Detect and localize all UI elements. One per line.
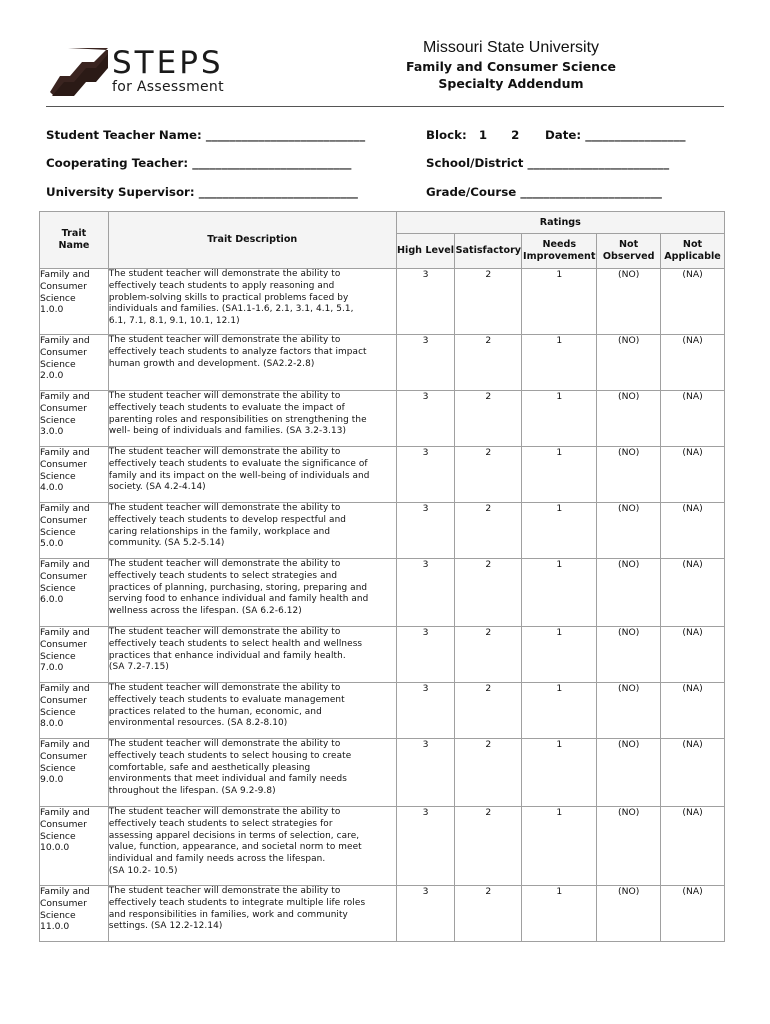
trait-description-line: effectively teach students to apply reasoning and [108, 280, 335, 291]
satisfactory-header: Satisfactory [455, 234, 522, 269]
block-option-1[interactable]: 1 [478, 128, 488, 142]
trait-name-line: Science [40, 292, 76, 304]
trait-description-line: parenting roles and responsibilities on strengthening the [108, 414, 367, 425]
cooperating-teacher-field[interactable]: Cooperating Teacher: ___________________________ [46, 156, 352, 170]
trait-name-line: 7.0.0 [40, 662, 64, 674]
trait-description-cell [108, 627, 396, 683]
rating-high-level[interactable]: 3 [396, 391, 455, 447]
trait-row [40, 807, 725, 886]
logo-word: STEPS [112, 45, 224, 81]
rating-not-applicable[interactable]: (NA) [661, 683, 725, 739]
trait-row [40, 391, 725, 447]
trait-name-line: 6.0.0 [40, 594, 64, 606]
rating-needs-improvement[interactable]: 1 [522, 335, 597, 391]
rating-not-applicable[interactable]: (NA) [661, 807, 725, 886]
trait-description-line: 6.1, 7.1, 8.1, 9.1, 10.1, 12.1) [108, 316, 240, 327]
trait-name-line: 1.0.0 [40, 304, 64, 316]
trait-description-line: The student teacher will demonstrate the ability to [108, 391, 341, 401]
trait-name-cell [40, 559, 109, 627]
trait-description-cell [108, 503, 396, 559]
rating-not-applicable[interactable]: (NA) [661, 559, 725, 627]
trait-description-line: The student teacher will demonstrate the ability to [108, 503, 341, 513]
rating-not-observed[interactable]: (NO) [597, 447, 661, 503]
trait-name-line: Science [40, 358, 76, 370]
document-heading [380, 38, 642, 92]
subtitle-line-2: Specialty Addendum [438, 76, 584, 91]
rating-needs-improvement[interactable]: 1 [522, 391, 597, 447]
trait-description-line: (SA 10.2- 10.5) [108, 865, 178, 876]
block-label: Block: [426, 128, 467, 142]
trait-name-line: Family and [40, 503, 90, 514]
university-name: Missouri State University [422, 39, 600, 56]
trait-description-line: individuals and families. (SA1.1-1.6, 2.1, 3.1, 4.1, 5.1, [108, 304, 354, 315]
block-field[interactable] [426, 128, 519, 142]
trait-name-line: Family and [40, 447, 90, 458]
steps-logo [50, 46, 230, 100]
trait-description-line: The student teacher will demonstrate the ability to [108, 807, 341, 817]
trait-description-line: The student teacher will demonstrate the ability to [108, 447, 341, 457]
trait-description-line: caring relationships in the family, workplace and [108, 526, 331, 537]
rating-needs-improvement[interactable]: 1 [522, 683, 597, 739]
trait-name-line: Consumer [40, 897, 87, 909]
rating-needs-improvement[interactable]: 1 [522, 503, 597, 559]
trait-name-line: Consumer [40, 570, 87, 582]
trait-name-cell [40, 886, 109, 942]
trait-name-line: Science [40, 414, 76, 426]
trait-row [40, 683, 725, 739]
trait-row [40, 335, 725, 391]
rating-not-observed[interactable]: (NO) [597, 391, 661, 447]
rating-not-observed[interactable]: (NO) [597, 683, 661, 739]
not-applicable-header: Not Applicable [661, 234, 725, 269]
trait-description-line: individual and family needs across the lifespan. [108, 854, 326, 865]
high-level-header: High Level [396, 234, 455, 269]
trait-name-cell [40, 503, 109, 559]
rating-not-applicable[interactable]: (NA) [661, 739, 725, 807]
block-option-2[interactable]: 2 [511, 128, 520, 142]
trait-description-line: effectively teach students to develop respectful and [108, 514, 347, 525]
trait-description-cell [108, 683, 396, 739]
not-observed-header: Not Observed [597, 234, 661, 269]
rating-satisfactory[interactable]: 2 [455, 683, 522, 739]
rating-not-applicable[interactable]: (NA) [661, 627, 725, 683]
trait-description-line: settings. (SA 12.2-12.14) [108, 921, 223, 932]
trait-description-line: value, function, appearance, and societal norm to meet [108, 842, 362, 853]
rating-satisfactory[interactable]: 2 [455, 503, 522, 559]
rating-satisfactory[interactable]: 2 [455, 739, 522, 807]
trait-row [40, 739, 725, 807]
trait-name-line: Science [40, 830, 76, 842]
trait-row [40, 269, 725, 335]
trait-description-line: comfortable, safe and aesthetically pleasing [108, 762, 311, 773]
trait-row [40, 627, 725, 683]
rating-not-applicable[interactable]: (NA) [661, 335, 725, 391]
trait-description-line: assessing apparel decisions in terms of selection, care, [108, 830, 360, 841]
rating-needs-improvement[interactable]: 1 [522, 559, 597, 627]
rating-satisfactory[interactable]: 2 [455, 559, 522, 627]
trait-name-line: Consumer [40, 458, 87, 470]
date-field[interactable]: Date: _________________ [545, 128, 686, 142]
trait-name-line: Science [40, 706, 76, 718]
trait-name-cell [40, 627, 109, 683]
trait-name-line: Science [40, 470, 76, 482]
rating-needs-improvement[interactable]: 1 [522, 886, 597, 942]
trait-description-line: and responsibilities in families, work and community [108, 909, 348, 920]
trait-name-line: 5.0.0 [40, 538, 64, 550]
rating-not-observed[interactable]: (NO) [597, 335, 661, 391]
rating-not-observed[interactable]: (NO) [597, 269, 661, 335]
trait-description-cell [108, 269, 396, 335]
trait-name-header: Trait Name [40, 212, 109, 269]
trait-description-line: problem-solving skills to practical problems faced by [108, 292, 349, 303]
trait-name-line: Consumer [40, 818, 87, 830]
rating-satisfactory[interactable]: 2 [455, 391, 522, 447]
trait-name-line: Family and [40, 335, 90, 346]
rating-satisfactory[interactable]: 2 [455, 807, 522, 886]
traits-table [39, 211, 725, 942]
trait-row [40, 886, 725, 942]
rating-needs-improvement[interactable]: 1 [522, 739, 597, 807]
trait-description-cell [108, 559, 396, 627]
trait-name-line: Science [40, 582, 76, 594]
trait-name-line: Family and [40, 739, 90, 750]
logo-subtitle: for Assessment [112, 79, 224, 95]
trait-name-line: Consumer [40, 346, 87, 358]
rating-not-observed[interactable]: (NO) [597, 627, 661, 683]
rating-high-level[interactable]: 3 [396, 559, 455, 627]
trait-description-line: practices that enhance individual and family health. [108, 650, 346, 661]
trait-description-cell [108, 807, 396, 886]
trait-description-header: Trait Description [108, 212, 396, 269]
trait-row [40, 503, 725, 559]
rating-needs-improvement[interactable]: 1 [522, 807, 597, 886]
trait-description-line: effectively teach students to select housing to create [108, 750, 352, 761]
rating-not-observed[interactable]: (NO) [597, 807, 661, 886]
rating-high-level[interactable]: 3 [396, 269, 455, 335]
trait-name-line: 9.0.0 [40, 774, 64, 786]
trait-name-cell [40, 447, 109, 503]
trait-description-line: effectively teach students to select strategies and [108, 570, 338, 581]
trait-name-line: Consumer [40, 514, 87, 526]
trait-name-line: 2.0.0 [40, 370, 64, 382]
trait-name-line: Consumer [40, 280, 87, 292]
rating-satisfactory[interactable]: 2 [455, 269, 522, 335]
rating-satisfactory[interactable]: 2 [455, 886, 522, 942]
trait-description-line: practices of planning, purchasing, storing, preparing and [108, 582, 368, 593]
rating-not-applicable[interactable]: (NA) [661, 391, 725, 447]
rating-needs-improvement[interactable]: 1 [522, 269, 597, 335]
trait-name-line: 8.0.0 [40, 718, 64, 730]
rating-high-level[interactable]: 3 [396, 447, 455, 503]
subtitle-line-1: Family and Consumer Science [406, 59, 616, 74]
trait-name-line: Family and [40, 559, 90, 570]
trait-description-line: effectively teach students to select health and wellness [108, 638, 363, 649]
trait-description-line: wellness across the lifespan. (SA 6.2-6.12) [108, 606, 302, 617]
trait-description-line: The student teacher will demonstrate the ability to [108, 886, 341, 896]
trait-name-line: Family and [40, 683, 90, 694]
trait-name-line: 3.0.0 [40, 426, 64, 438]
trait-description-line: throughout the lifespan. (SA 9.2-9.8) [108, 786, 276, 797]
trait-name-cell [40, 391, 109, 447]
trait-description-cell [108, 886, 396, 942]
rating-not-observed[interactable]: (NO) [597, 503, 661, 559]
trait-description-cell [108, 391, 396, 447]
header-divider [46, 106, 724, 107]
university-supervisor-field[interactable]: University Supervisor: ___________________________ [46, 185, 358, 199]
trait-name-line: Science [40, 650, 76, 662]
trait-description-line: effectively teach students to evaluate the impact of [108, 402, 345, 413]
trait-description-line: effectively teach students to integrate multiple life roles [108, 897, 366, 908]
rating-high-level[interactable]: 3 [396, 503, 455, 559]
steps-logo-icon [50, 48, 110, 98]
trait-name-line: 10.0.0 [40, 842, 70, 854]
trait-name-line: Family and [40, 391, 90, 402]
trait-description-line: The student teacher will demonstrate the ability to [108, 335, 341, 345]
trait-name-cell [40, 269, 109, 335]
rating-high-level[interactable]: 3 [396, 683, 455, 739]
trait-description-line: The student teacher will demonstrate the ability to [108, 559, 341, 569]
trait-description-line: The student teacher will demonstrate the ability to [108, 627, 341, 637]
rating-needs-improvement[interactable]: 1 [522, 627, 597, 683]
trait-description-line: practices related to the human, economic, and [108, 706, 322, 717]
trait-description-line: environments that meet individual and family needs [108, 774, 347, 785]
trait-name-line: Family and [40, 269, 90, 280]
trait-description-cell [108, 739, 396, 807]
trait-name-line: Science [40, 909, 76, 921]
trait-name-cell [40, 807, 109, 886]
trait-description-line: effectively teach students to select strategies for [108, 818, 333, 829]
rating-high-level[interactable]: 3 [396, 627, 455, 683]
rating-satisfactory[interactable]: 2 [455, 335, 522, 391]
trait-name-line: Consumer [40, 694, 87, 706]
trait-name-cell [40, 335, 109, 391]
trait-description-line: effectively teach students to evaluate the significance of [108, 458, 368, 469]
trait-row [40, 559, 725, 627]
rating-not-observed[interactable]: (NO) [597, 559, 661, 627]
rating-satisfactory[interactable]: 2 [455, 447, 522, 503]
trait-description-line: (SA 7.2-7.15) [108, 662, 169, 673]
trait-description-line: The student teacher will demonstrate the ability to [108, 269, 341, 279]
trait-description-cell [108, 447, 396, 503]
student-teacher-field[interactable]: Student Teacher Name: ___________________________ [46, 128, 366, 142]
rating-high-level[interactable]: 3 [396, 739, 455, 807]
trait-name-line: Consumer [40, 402, 87, 414]
trait-name-line: Family and [40, 627, 90, 638]
rating-not-observed[interactable]: (NO) [597, 739, 661, 807]
trait-name-line: Family and [40, 807, 90, 818]
trait-name-line: Family and [40, 886, 90, 897]
trait-description-line: well- being of individuals and families. (SA 3.2-3.13) [108, 426, 347, 437]
traits-table-body [40, 269, 725, 942]
needs-improvement-header: Needs Improvement [522, 234, 597, 269]
trait-description-line: society. (SA 4.2-4.14) [108, 482, 206, 493]
trait-name-line: Science [40, 526, 76, 538]
rating-high-level[interactable]: 3 [396, 335, 455, 391]
trait-description-line: environmental resources. (SA 8.2-8.10) [108, 718, 288, 729]
trait-description-line: The student teacher will demonstrate the ability to [108, 739, 341, 749]
trait-description-line: family and its impact on the well-being of individuals and [108, 470, 370, 481]
trait-description-line: community. (SA 5.2-5.14) [108, 538, 225, 549]
trait-name-line: 4.0.0 [40, 482, 64, 494]
rating-high-level[interactable]: 3 [396, 807, 455, 886]
rating-not-observed[interactable]: (NO) [597, 886, 661, 942]
trait-name-line: Consumer [40, 638, 87, 650]
trait-name-cell [40, 739, 109, 807]
rating-satisfactory[interactable]: 2 [455, 627, 522, 683]
trait-description-line: effectively teach students to evaluate management [108, 694, 345, 705]
ratings-header: Ratings [396, 212, 724, 234]
trait-description-line: effectively teach students to analyze factors that impact [108, 346, 367, 357]
rating-high-level[interactable]: 3 [396, 886, 455, 942]
rating-not-applicable[interactable]: (NA) [661, 269, 725, 335]
trait-row [40, 447, 725, 503]
rating-not-applicable[interactable]: (NA) [661, 503, 725, 559]
trait-name-cell [40, 683, 109, 739]
grade-course-field[interactable]: Grade/Course ________________________ [426, 185, 662, 199]
rating-not-applicable[interactable]: (NA) [661, 447, 725, 503]
trait-name-line: 11.0.0 [40, 921, 70, 933]
trait-name-line: Consumer [40, 750, 87, 762]
school-district-field[interactable]: School/District ________________________ [426, 156, 670, 170]
trait-description-line: serving food to enhance individual and family health and [108, 594, 369, 605]
trait-description-cell [108, 335, 396, 391]
rating-not-applicable[interactable]: (NA) [661, 886, 725, 942]
trait-name-line: Science [40, 762, 76, 774]
trait-description-line: The student teacher will demonstrate the ability to [108, 683, 341, 693]
rating-needs-improvement[interactable]: 1 [522, 447, 597, 503]
trait-description-line: human growth and development. (SA2.2-2.8) [108, 358, 315, 369]
